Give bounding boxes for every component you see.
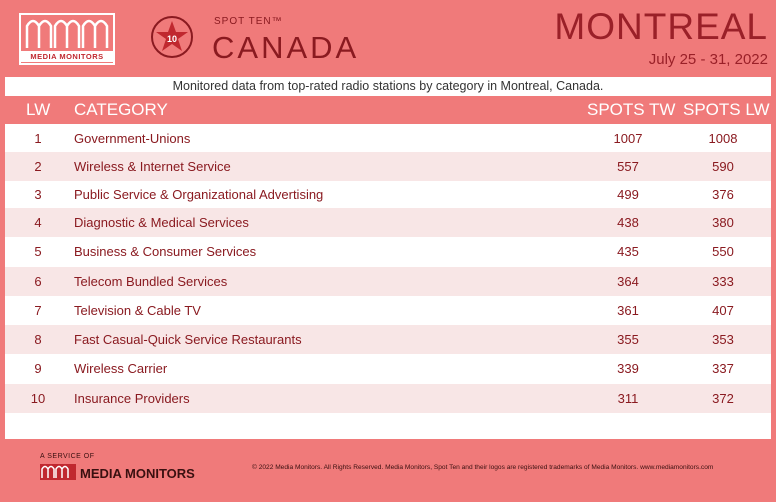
badge-number: 10 xyxy=(166,34,178,44)
row-lw: 5 xyxy=(34,244,42,259)
media-monitors-logo xyxy=(19,13,115,65)
row-lw: 9 xyxy=(34,361,42,376)
row-spots-lw: 1008 xyxy=(708,131,738,146)
col-lw: LW xyxy=(26,100,51,119)
row-category: Wireless Carrier xyxy=(74,361,168,376)
row-spots-tw: 355 xyxy=(617,332,639,347)
table-row xyxy=(5,267,771,296)
waveform-icon xyxy=(25,18,109,50)
row-spots-tw: 557 xyxy=(617,159,639,174)
date-range: July 25 - 31, 2022 xyxy=(648,51,768,68)
brand-title: CANADA xyxy=(212,30,360,65)
header xyxy=(0,0,776,76)
row-spots-lw: 372 xyxy=(712,391,734,406)
star-icon xyxy=(153,18,191,56)
city-title: MONTREAL xyxy=(554,6,768,47)
table-row xyxy=(5,296,771,325)
service-label: A SERVICE OF xyxy=(40,453,95,460)
row-spots-lw: 407 xyxy=(712,303,734,318)
row-category: Insurance Providers xyxy=(74,391,190,406)
row-lw: 2 xyxy=(34,159,42,174)
logo-text: MEDIA MONITORS xyxy=(21,51,113,62)
row-spots-lw: 333 xyxy=(712,274,734,289)
ranking-table xyxy=(5,124,771,439)
table-row xyxy=(5,237,771,266)
footer xyxy=(0,439,776,502)
row-spots-lw: 590 xyxy=(712,159,734,174)
row-category: Telecom Bundled Services xyxy=(74,274,228,289)
spot-ten-badge xyxy=(151,16,193,58)
row-lw: 8 xyxy=(34,332,42,347)
row-category: Business & Consumer Services xyxy=(74,244,257,259)
row-category: Wireless & Internet Service xyxy=(74,159,231,174)
row-spots-tw: 1007 xyxy=(613,131,643,146)
row-lw: 10 xyxy=(30,391,46,406)
row-spots-lw: 376 xyxy=(712,187,734,202)
table-row xyxy=(5,152,771,181)
col-spots-tw: SPOTS TW xyxy=(587,100,676,119)
row-spots-lw: 337 xyxy=(712,361,734,376)
row-spots-tw: 499 xyxy=(617,187,639,202)
row-spots-lw: 550 xyxy=(712,244,734,259)
brand-small: SPOT TEN™ xyxy=(214,16,283,27)
subtitle: Monitored data from top-rated radio stations by category in Montreal, Canada. xyxy=(5,77,771,96)
table-row xyxy=(5,325,771,354)
row-lw: 1 xyxy=(34,131,42,146)
row-spots-tw: 435 xyxy=(617,244,639,259)
row-lw: 6 xyxy=(34,274,42,289)
row-spots-tw: 339 xyxy=(617,361,639,376)
table-row xyxy=(5,208,771,237)
row-category: Television & Cable TV xyxy=(74,303,201,318)
row-lw: 7 xyxy=(34,303,42,318)
row-spots-tw: 311 xyxy=(617,391,639,406)
copyright: © 2022 Media Monitors. All Rights Reserved. Media Monitors, Spot Ten and their logos are registered trademarks of Media Monitors. www.mediamonitors.com xyxy=(252,464,714,471)
row-spots-lw: 380 xyxy=(712,215,734,230)
col-category: CATEGORY xyxy=(74,100,168,119)
row-spots-lw: 353 xyxy=(712,332,734,347)
table-row xyxy=(5,180,771,209)
row-spots-tw: 361 xyxy=(617,303,639,318)
col-spots-lw: SPOTS LW xyxy=(683,100,770,119)
table-row xyxy=(5,124,771,153)
row-category: Fast Casual-Quick Service Restaurants xyxy=(74,332,302,347)
media-monitors-mark-icon xyxy=(40,464,76,480)
row-category: Diagnostic & Medical Services xyxy=(74,215,249,230)
row-category: Government-Unions xyxy=(74,131,191,146)
row-lw: 3 xyxy=(34,187,42,202)
footer-brand: MEDIA MONITORS xyxy=(80,466,195,481)
table-row xyxy=(5,354,771,383)
row-lw: 4 xyxy=(34,215,42,230)
table-row xyxy=(5,384,771,413)
row-spots-tw: 364 xyxy=(617,274,639,289)
row-category: Public Service & Organizational Advertising xyxy=(74,187,324,202)
column-header xyxy=(5,96,771,124)
row-spots-tw: 438 xyxy=(617,215,639,230)
